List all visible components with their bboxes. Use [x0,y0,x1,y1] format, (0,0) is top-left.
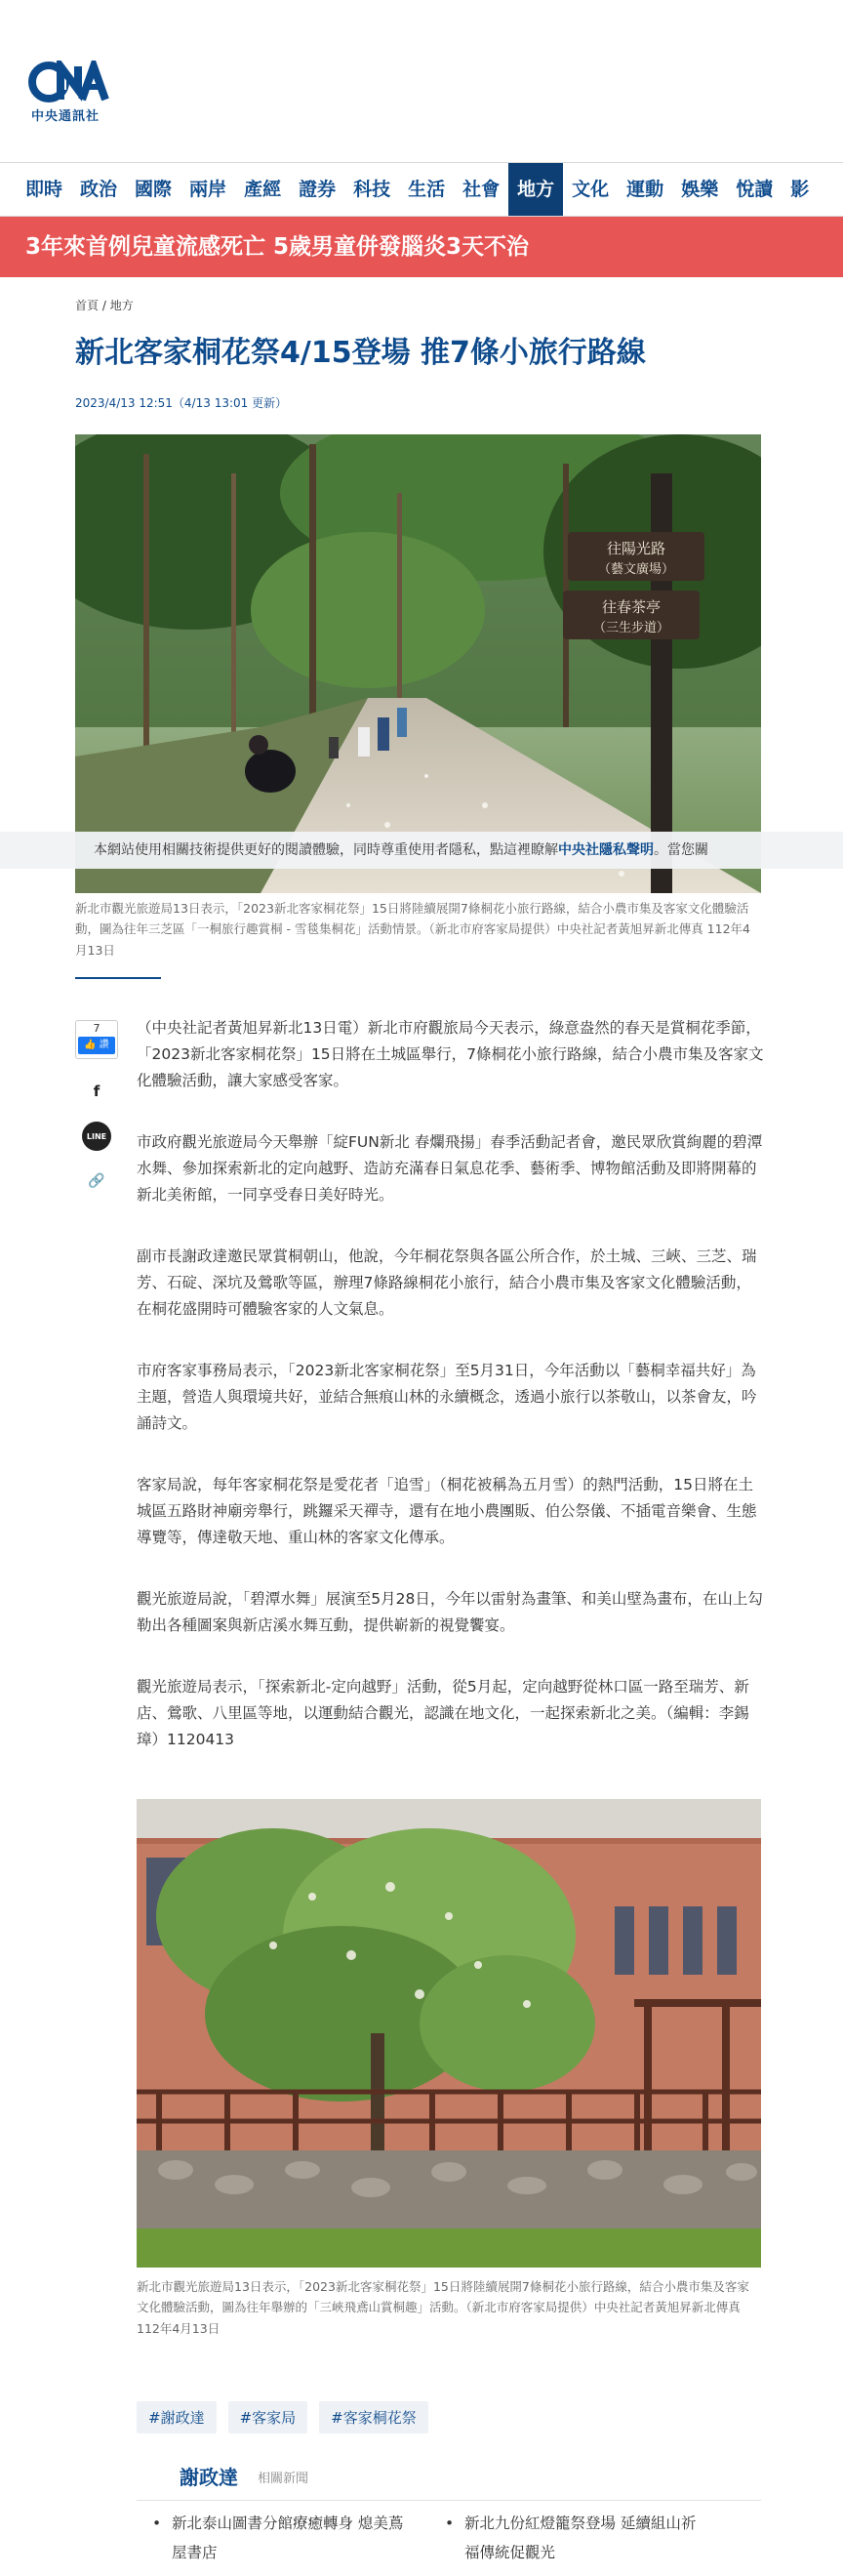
privacy-text: 本網站使用相關技術提供更好的閱讀體驗，同時尊重使用者隱私，點這裡瞭解 [94,842,558,858]
article-title: 新北客家桐花祭4/15登場 推7條小旅行路線 [75,336,646,370]
sign-text: （三生步道） [592,621,670,635]
tag-chip[interactable]: #客家桐花祭 [319,2401,428,2433]
privacy-notice-bar [0,832,843,869]
site-header [0,0,843,160]
like-count: 7 [93,1022,100,1035]
building-image [137,1799,761,2268]
article-paragraph: 副市長謝政達邀民眾賞桐朝山，他說，今年桐花祭與各區公所合作，於土城、三峽、三芝、瑞芳、石碇、深坑及鶯歌等區，辦理7條路線桐花小旅行，結合小農市集及客家文化體驗活動，在桐花盛開時可體驗客家的人文氣息。 [137,1247,757,1318]
facebook-like-button[interactable] [75,1020,118,1059]
breadcrumb-section[interactable]: 地方 [109,299,134,312]
breadcrumb [75,297,134,313]
nav-item[interactable]: 生活 [408,179,446,200]
line-share-icon[interactable] [82,1122,111,1151]
like-label: 👍 讚 [78,1037,115,1054]
article-photo-building[interactable] [137,1799,761,2268]
sign-text: 往陽光路 [606,540,666,557]
nav-item[interactable]: 證券 [299,179,337,200]
nav-item[interactable]: 悅讀 [736,179,774,200]
tag-list [137,2401,440,2433]
privacy-link[interactable]: 中央社隱私聲明 [558,842,654,858]
breaking-news-banner[interactable]: 3年來首例兒童流感死亡 5歲男童併發腦炎3天不治 [0,217,843,277]
related-news-header [137,2462,761,2501]
sign-text: （藝文廣場） [597,562,675,577]
nav-item[interactable]: 政治 [80,179,118,200]
facebook-share-icon[interactable]: f [93,1083,100,1100]
sign-text: 往春茶亭 [601,598,662,616]
article-paragraph: 市府客家事務局表示，「2023新北客家桐花祭」至5月31日，今年活動以「藝桐幸福共好」為主題，營造人與環境共好，並結合無痕山林的永續概念，透過小旅行以茶敬山，以茶會友，吟誦詩文。 [137,1362,757,1432]
nav-item[interactable]: 社會 [462,179,501,200]
nav-item[interactable]: 地方 [508,163,563,216]
related-news-label: 相關新聞 [258,2472,309,2486]
tag-chip[interactable]: #客家局 [228,2401,308,2433]
share-column [75,1020,120,1196]
line-share-label: LINE [86,1131,107,1141]
related-news-item[interactable]: • 新北九份紅燈籠祭登場 延續組山祈福傳統促觀光 [429,2509,702,2567]
main-nav [0,162,843,217]
nav-item[interactable]: 科技 [353,179,391,200]
article-paragraph: 觀光旅遊局表示，「探索新北-定向越野」活動，從5月起，定向越野從林口區一路至瑞芳、新店、鶯歌、八里區等地，以運動結合觀光，認識在地文化，一起探索新北之美。（編輯：李錫璋）1120413 [137,1678,749,1748]
article-paragraph: 客家局說，每年客家桐花祭是愛花者「追雪」（桐花被稱為五月雪）的熱門活動，15日將在土城區五路財神廟旁舉行，跳鑼采天禪寺，還有在地小農團販、伯公祭儀、不插電音樂會、生態導覽等，傳達敬天地、重山林的客家文化傳承。 [137,1476,757,1546]
forest-image [75,434,761,893]
article-paragraph: 觀光旅遊局說，「碧潭水舞」展演至5月28日，今年以雷射為畫筆、和美山壁為畫布，在山上勾勒出各種圖案與新店溪水舞互動，提供嶄新的視覺饗宴。 [137,1590,763,1634]
article-paragraph: （中央社記者黃旭昇新北13日電）新北市府觀旅局今天表示，綠意盎然的春天是賞桐花季節，「2023新北客家桐花祭」15日將在土城區舉行，7條桐花小旅行路線，結合小農市集及客家文化體驗活動，讓大家感受客家。 [137,1019,764,1089]
logo-text: 中央通訊社 [31,109,100,124]
article-paragraph: 市政府觀光旅遊局今天舉辦「綻FUN新北 春爛飛揚」春季活動記者會，邀民眾欣賞絢麗的碧潭水舞、參加探索新北的定向越野、造訪充滿春日氣息花季、藝術季、博物館活動及即將開幕的新北美術館，一同享受春日美好時光。 [137,1133,763,1204]
article-photo-forest[interactable] [75,434,761,893]
tag-chip[interactable]: #謝政達 [137,2401,217,2433]
nav-item[interactable]: 影 [790,179,810,200]
privacy-tail: 。當您關 [654,842,708,858]
breadcrumb-home[interactable]: 首頁 [75,299,100,312]
copy-link-icon[interactable]: 🔗 [88,1173,105,1189]
caption-divider [75,977,161,979]
nav-item[interactable]: 兩岸 [189,179,227,200]
article-body [137,1015,765,1788]
photo-caption: 新北市觀光旅遊局13日表示，「2023新北客家桐花祭」15日將陸續展開7條桐花小旅行路線，結合小農市集及客家文化體驗活動，圖為往年三芝區「一桐旅行趣賞桐 - 雪毯集桐花」活動情景。（新北市府客家局提供）中央社記者黃旭昇新北傳真 112年4月13日 [75,901,750,958]
nav-item[interactable]: 產經 [244,179,282,200]
nav-item[interactable]: 文化 [572,179,610,200]
nav-item[interactable]: 娛樂 [681,179,719,200]
related-news-item[interactable]: • 新北泰山圖書分館療癒轉身 熄美蔦屋書店 [137,2509,410,2567]
photo-caption: 新北市觀光旅遊局13日表示，「2023新北客家桐花祭」15日將陸續展開7條桐花小旅行路線，結合小農市集及客家文化體驗活動，圖為往年舉辦的「三峽飛鳶山賞桐趣」活動。（新北市府客家局提供）中央社記者黃旭昇新北傳真 112年4月13日 [137,2279,749,2336]
related-person-name[interactable]: 謝政達 [180,2466,238,2489]
article-date: 2023/4/13 12:51（4/13 13:01 更新） [75,396,288,410]
nav-item[interactable]: 即時 [25,179,63,200]
breadcrumb-separator: / [99,299,110,312]
nav-item[interactable]: 運動 [626,179,664,200]
nav-item[interactable]: 國際 [135,179,173,200]
